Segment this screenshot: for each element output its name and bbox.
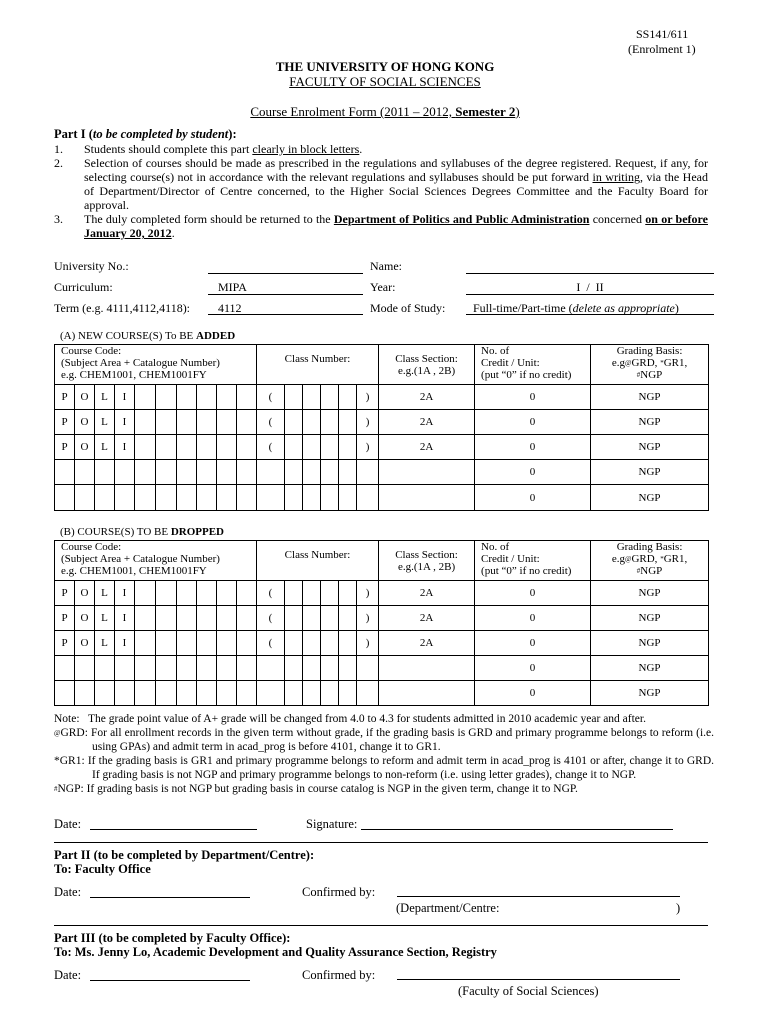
code-char-cell[interactable] <box>115 681 135 706</box>
credit-cell[interactable]: 0 <box>475 385 591 410</box>
grading-header: Grading Basis: e.g@GRD, *GR1, #NGP <box>591 345 709 385</box>
code-char-cell[interactable] <box>237 681 257 706</box>
credit-cell[interactable]: 0 <box>475 681 591 706</box>
code-char-cell[interactable] <box>217 631 237 656</box>
code-char-cell[interactable] <box>237 410 257 435</box>
term-line <box>208 314 363 315</box>
code-char-cell[interactable] <box>55 485 75 511</box>
class-number-cell[interactable] <box>285 631 303 656</box>
class-number-cell[interactable] <box>339 656 357 681</box>
note-ngp: #NGP: If grading basis is not NGP but grading basis in course catalog is NGP in the given term, change it to NGP. <box>54 783 578 795</box>
code-char-cell[interactable] <box>135 410 156 435</box>
code-char-cell[interactable] <box>55 681 75 706</box>
code-char-cell[interactable] <box>156 485 177 511</box>
class-number-cell[interactable] <box>357 656 379 681</box>
class-number-cell[interactable] <box>285 485 303 511</box>
code-char-cell[interactable] <box>156 435 177 460</box>
student-signature-label: Signature: <box>306 817 358 831</box>
code-char-cell[interactable] <box>135 581 156 606</box>
class-number-cell[interactable] <box>339 485 357 511</box>
code-char-cell[interactable]: I <box>115 435 135 460</box>
course-row <box>55 631 709 656</box>
grading-cell[interactable]: NGP <box>591 656 709 681</box>
credit-cell[interactable]: 0 <box>475 631 591 656</box>
class-number-cell[interactable] <box>303 656 321 681</box>
class-number-cell[interactable] <box>303 606 321 631</box>
credit-cell[interactable]: 0 <box>475 460 591 485</box>
code-char-cell[interactable]: O <box>75 581 95 606</box>
credit-cell[interactable]: 0 <box>475 606 591 631</box>
class-number-cell[interactable] <box>303 485 321 511</box>
code-char-cell[interactable] <box>217 606 237 631</box>
part2-dept-close: ) <box>676 901 681 915</box>
class-number-cell[interactable] <box>321 681 339 706</box>
code-char-cell[interactable]: I <box>115 631 135 656</box>
code-char-cell[interactable] <box>217 410 237 435</box>
code-char-cell[interactable] <box>197 460 217 485</box>
class-number-cell[interactable] <box>321 656 339 681</box>
university-no-label: University No.: <box>54 259 129 273</box>
class-section-header: Class Section: e.g.(1A , 2B) <box>379 541 475 581</box>
class-number-cell[interactable]: ( <box>257 581 285 606</box>
class-number-cell[interactable] <box>321 460 339 485</box>
class-number-cell[interactable] <box>321 410 339 435</box>
grading-cell[interactable]: NGP <box>591 681 709 706</box>
grading-cell[interactable]: NGP <box>591 435 709 460</box>
class-number-cell[interactable]: ( <box>257 631 285 656</box>
code-char-cell[interactable] <box>177 631 197 656</box>
course-row <box>55 656 709 681</box>
code-char-cell[interactable] <box>156 656 177 681</box>
code-char-cell[interactable] <box>156 410 177 435</box>
part3-faculty-label: (Faculty of Social Sciences) <box>458 984 599 998</box>
code-char-cell[interactable] <box>95 485 115 511</box>
class-number-cell[interactable] <box>303 435 321 460</box>
code-char-cell[interactable] <box>75 681 95 706</box>
code-char-cell[interactable]: P <box>55 435 75 460</box>
class-number-cell[interactable] <box>357 681 379 706</box>
class-number-cell[interactable] <box>339 581 357 606</box>
code-char-cell[interactable] <box>156 460 177 485</box>
code-char-cell[interactable] <box>55 460 75 485</box>
class-number-cell[interactable] <box>285 606 303 631</box>
part2-heading: Part II (to be completed by Department/Centre): <box>54 848 315 862</box>
code-char-cell[interactable] <box>75 485 95 511</box>
part1-item-3: 3. The duly completed form should be returned to the Department of Politics and Public Administration concerned on or before January 20, 2012. <box>54 212 708 240</box>
code-char-cell[interactable] <box>177 385 197 410</box>
credit-cell[interactable]: 0 <box>475 656 591 681</box>
code-char-cell[interactable] <box>217 681 237 706</box>
year-label: Year: <box>370 280 396 294</box>
class-number-cell[interactable] <box>339 631 357 656</box>
name-field[interactable] <box>470 259 710 273</box>
part3-confirmed-field[interactable] <box>397 979 680 980</box>
form-title: Course Enrolment Form (2011 – 2012, Semester 2) <box>250 104 520 119</box>
code-char-cell[interactable]: L <box>95 631 115 656</box>
code-char-cell[interactable]: P <box>55 410 75 435</box>
class-number-cell[interactable] <box>321 485 339 511</box>
class-number-cell[interactable]: ) <box>357 606 379 631</box>
class-number-cell[interactable]: ( <box>257 606 285 631</box>
code-char-cell[interactable] <box>55 656 75 681</box>
part1-item-2: 2. Selection of courses should be made as prescribed in the regulations and syllabuses of the degree registered. Request, if any, for selecting course(s) not in accordance with the relevant regulations and syllabuses should be put forward in writing, via the Head of Department/Director of Centre concerned, to the Higher Social Sciences Degrees Committee and the Faculty Board for approval. <box>54 156 709 212</box>
class-number-cell[interactable] <box>303 410 321 435</box>
note-gr1: *GR1: If the grading basis is GR1 and primary programme belongs to reform and admit term in acad_prog is 4101 or after, change it to GRD. If grading basis is not NGP and primary programme belongs to non-reform (i.e. using letter grades), change it to NGP. <box>54 755 715 781</box>
code-char-cell[interactable]: L <box>95 435 115 460</box>
code-char-cell[interactable] <box>177 681 197 706</box>
code-char-cell[interactable] <box>75 460 95 485</box>
mode-line <box>466 314 714 315</box>
code-char-cell[interactable]: P <box>55 581 75 606</box>
class-number-cell[interactable] <box>303 385 321 410</box>
code-char-cell[interactable] <box>95 681 115 706</box>
code-char-cell[interactable] <box>217 435 237 460</box>
part3-confirmed-label: Confirmed by: <box>302 968 376 982</box>
code-char-cell[interactable] <box>156 581 177 606</box>
class-number-header: Class Number: <box>257 345 379 385</box>
class-number-cell[interactable] <box>257 681 285 706</box>
class-number-cell[interactable] <box>321 385 339 410</box>
code-char-cell[interactable] <box>177 606 197 631</box>
class-number-cell[interactable] <box>285 435 303 460</box>
class-number-cell[interactable] <box>321 581 339 606</box>
part3-date-field[interactable] <box>90 980 250 981</box>
class-section-cell[interactable]: 2A <box>379 435 475 460</box>
class-section-cell[interactable]: 2A <box>379 385 475 410</box>
code-char-cell[interactable]: I <box>115 606 135 631</box>
code-char-cell[interactable]: O <box>75 606 95 631</box>
class-number-cell[interactable] <box>339 435 357 460</box>
class-number-cell[interactable] <box>285 385 303 410</box>
class-number-cell[interactable]: ) <box>357 581 379 606</box>
class-number-cell[interactable]: ( <box>257 385 285 410</box>
class-number-cell[interactable] <box>339 385 357 410</box>
courses-added-table <box>54 344 709 511</box>
class-number-cell[interactable]: ) <box>357 631 379 656</box>
code-char-cell[interactable] <box>237 485 257 511</box>
code-char-cell[interactable] <box>75 656 95 681</box>
code-char-cell[interactable] <box>156 681 177 706</box>
grading-cell[interactable]: NGP <box>591 460 709 485</box>
code-char-cell[interactable]: L <box>95 385 115 410</box>
section-b-heading: (B) COURSE(S) TO BE DROPPED <box>60 526 224 538</box>
student-date-label: Date: <box>54 817 82 831</box>
code-char-cell[interactable] <box>135 460 156 485</box>
class-number-cell[interactable] <box>285 410 303 435</box>
class-number-cell[interactable] <box>321 435 339 460</box>
code-char-cell[interactable] <box>197 606 217 631</box>
code-char-cell[interactable] <box>197 681 217 706</box>
part3-to: To: Ms. Jenny Lo, Academic Development and Quality Assurance Section, Registry <box>54 945 497 959</box>
note-grd: @GRD: For all enrollment records in the given term without grade, if the grading basis is GRD and primary programme belongs to reform (i.e. using GPAs) and admit term in acad_prog is before 4101, change it to GR1. <box>54 727 715 753</box>
credit-cell[interactable]: 0 <box>475 581 591 606</box>
class-number-cell[interactable] <box>321 606 339 631</box>
class-section-cell[interactable] <box>379 460 475 485</box>
course-row <box>55 485 709 511</box>
code-char-cell[interactable] <box>217 656 237 681</box>
divider-1 <box>54 842 708 843</box>
class-number-cell[interactable] <box>303 581 321 606</box>
name-label: Name: <box>370 259 402 273</box>
class-section-cell[interactable] <box>379 656 475 681</box>
class-number-cell[interactable]: ) <box>357 385 379 410</box>
term-field[interactable]: 4112 <box>218 301 242 315</box>
class-number-cell[interactable] <box>285 656 303 681</box>
code-char-cell[interactable] <box>237 581 257 606</box>
class-section-cell[interactable] <box>379 485 475 511</box>
class-number-cell[interactable] <box>303 681 321 706</box>
university-no-field[interactable] <box>212 259 362 273</box>
curriculum-field[interactable]: MIPA <box>218 280 247 294</box>
course-row <box>55 460 709 485</box>
code-char-cell[interactable] <box>197 410 217 435</box>
code-char-cell[interactable] <box>177 656 197 681</box>
code-char-cell[interactable] <box>177 460 197 485</box>
mode-field[interactable]: Full-time/Part-time (delete as appropriate) <box>473 301 679 315</box>
notes-block <box>54 712 714 796</box>
class-section-header: Class Section: e.g.(1A , 2B) <box>379 345 475 385</box>
code-char-cell[interactable] <box>135 606 156 631</box>
course-row <box>55 581 709 606</box>
curriculum-line <box>208 294 363 295</box>
code-char-cell[interactable]: I <box>115 581 135 606</box>
code-char-cell[interactable]: L <box>95 581 115 606</box>
code-char-cell[interactable] <box>156 385 177 410</box>
part1-heading: Part I (to be completed by student): <box>54 127 237 141</box>
code-char-cell[interactable] <box>237 385 257 410</box>
university-title: THE UNIVERSITY OF HONG KONG <box>275 59 495 74</box>
university-no-line <box>208 273 363 274</box>
form-code: SS141/611 <box>636 27 689 41</box>
code-char-cell[interactable] <box>95 656 115 681</box>
class-section-cell[interactable]: 2A <box>379 606 475 631</box>
code-char-cell[interactable] <box>197 485 217 511</box>
code-char-cell[interactable] <box>135 681 156 706</box>
class-number-cell[interactable] <box>303 631 321 656</box>
code-char-cell[interactable] <box>197 385 217 410</box>
class-number-cell[interactable] <box>357 460 379 485</box>
code-char-cell[interactable] <box>115 656 135 681</box>
code-char-cell[interactable]: L <box>95 606 115 631</box>
course-row <box>55 681 709 706</box>
code-char-cell[interactable] <box>135 385 156 410</box>
credit-header: No. of Credit / Unit: (put “0” if no credit) <box>475 541 591 581</box>
year-field[interactable]: I / II <box>576 280 604 294</box>
grading-cell[interactable]: NGP <box>591 581 709 606</box>
course-row <box>55 385 709 410</box>
class-number-header: Class Number: <box>257 541 379 581</box>
part2-date-field[interactable] <box>90 897 250 898</box>
code-char-cell[interactable] <box>197 435 217 460</box>
part3-heading: Part III (to be completed by Faculty Office): <box>54 931 291 945</box>
mode-label: Mode of Study: <box>370 301 446 315</box>
code-char-cell[interactable] <box>197 656 217 681</box>
code-char-cell[interactable] <box>135 485 156 511</box>
grading-header: Grading Basis: e.g@GRD, *GR1, #NGP <box>591 541 709 581</box>
student-signature-field[interactable] <box>361 829 673 830</box>
section-a-heading: (A) NEW COURSE(S) To BE ADDED <box>60 330 236 342</box>
name-line <box>466 273 714 274</box>
code-char-cell[interactable]: I <box>115 385 135 410</box>
code-char-cell[interactable] <box>177 410 197 435</box>
code-char-cell[interactable] <box>197 631 217 656</box>
code-char-cell[interactable]: O <box>75 410 95 435</box>
code-char-cell[interactable]: I <box>115 410 135 435</box>
class-number-cell[interactable]: ( <box>257 410 285 435</box>
code-char-cell[interactable] <box>217 581 237 606</box>
class-number-cell[interactable] <box>339 410 357 435</box>
faculty-title: FACULTY OF SOCIAL SCIENCES <box>289 74 481 89</box>
code-char-cell[interactable] <box>237 435 257 460</box>
code-char-cell[interactable] <box>156 631 177 656</box>
class-number-cell[interactable]: ) <box>357 435 379 460</box>
code-char-cell[interactable] <box>217 460 237 485</box>
class-section-cell[interactable]: 2A <box>379 631 475 656</box>
code-char-cell[interactable] <box>135 656 156 681</box>
course-row <box>55 606 709 631</box>
course-row <box>55 410 709 435</box>
curriculum-label: Curriculum: <box>54 280 113 294</box>
code-char-cell[interactable]: P <box>55 606 75 631</box>
class-number-cell[interactable] <box>257 460 285 485</box>
code-char-cell[interactable] <box>135 435 156 460</box>
divider-2 <box>54 925 708 926</box>
grading-cell[interactable]: NGP <box>591 606 709 631</box>
class-section-cell[interactable] <box>379 681 475 706</box>
code-char-cell[interactable] <box>95 460 115 485</box>
code-char-cell[interactable] <box>237 656 257 681</box>
part2-date-label: Date: <box>54 885 82 899</box>
code-char-cell[interactable] <box>197 581 217 606</box>
code-char-cell[interactable]: L <box>95 410 115 435</box>
code-char-cell[interactable]: P <box>55 385 75 410</box>
code-char-cell[interactable] <box>217 385 237 410</box>
grading-cell[interactable]: NGP <box>591 485 709 511</box>
grading-cell[interactable]: NGP <box>591 385 709 410</box>
code-char-cell[interactable] <box>237 606 257 631</box>
class-number-cell[interactable] <box>357 485 379 511</box>
class-number-cell[interactable] <box>285 681 303 706</box>
class-number-cell[interactable] <box>339 606 357 631</box>
part1-item-1: 1. Students should complete this part clearly in block letters. <box>54 142 363 156</box>
courses-dropped-table <box>54 540 709 706</box>
class-section-cell[interactable]: 2A <box>379 581 475 606</box>
class-section-cell[interactable]: 2A <box>379 410 475 435</box>
code-char-cell[interactable] <box>217 485 237 511</box>
code-char-cell[interactable]: O <box>75 385 95 410</box>
year-line <box>466 294 714 295</box>
code-char-cell[interactable] <box>177 581 197 606</box>
code-char-cell[interactable]: O <box>75 631 95 656</box>
note-general: Note: The grade point value of A+ grade will be changed from 4.0 to 4.3 for students admitted in 2010 academic year and after. <box>54 713 646 725</box>
credit-cell[interactable]: 0 <box>475 410 591 435</box>
code-char-cell[interactable] <box>237 460 257 485</box>
code-char-cell[interactable] <box>115 460 135 485</box>
part3-date-label: Date: <box>54 968 82 982</box>
code-char-cell[interactable] <box>177 485 197 511</box>
code-char-cell[interactable] <box>156 606 177 631</box>
code-char-cell[interactable] <box>135 631 156 656</box>
part2-to: To: Faculty Office <box>54 862 151 876</box>
credit-cell[interactable]: 0 <box>475 485 591 511</box>
class-number-cell[interactable]: ) <box>357 410 379 435</box>
grading-cell[interactable]: NGP <box>591 410 709 435</box>
credit-header: No. of Credit / Unit: (put “0” if no credit) <box>475 345 591 385</box>
class-number-cell[interactable] <box>257 485 285 511</box>
part2-confirmed-field[interactable] <box>397 896 680 897</box>
class-number-cell[interactable] <box>285 460 303 485</box>
credit-cell[interactable]: 0 <box>475 435 591 460</box>
code-char-cell[interactable]: O <box>75 435 95 460</box>
class-number-cell[interactable] <box>339 460 357 485</box>
class-number-cell[interactable] <box>257 656 285 681</box>
grading-cell[interactable]: NGP <box>591 631 709 656</box>
class-number-cell[interactable] <box>303 460 321 485</box>
code-char-cell[interactable]: P <box>55 631 75 656</box>
course-code-header: Course Code: (Subject Area + Catalogue Number) e.g. CHEM1001, CHEM1001FY <box>55 345 257 385</box>
code-char-cell[interactable] <box>115 485 135 511</box>
part2-confirmed-label: Confirmed by: <box>302 885 376 899</box>
course-code-header: Course Code: (Subject Area + Catalogue Number) e.g. CHEM1001, CHEM1001FY <box>55 541 257 581</box>
term-label: Term (e.g. 4111,4112,4118): <box>54 301 191 315</box>
student-date-field[interactable] <box>90 829 257 830</box>
part2-dept-label: (Department/Centre: <box>396 901 500 915</box>
code-char-cell[interactable] <box>177 435 197 460</box>
code-char-cell[interactable] <box>237 631 257 656</box>
form-subcode: (Enrolment 1) <box>628 42 696 56</box>
class-number-cell[interactable] <box>285 581 303 606</box>
course-row <box>55 435 709 460</box>
class-number-cell[interactable] <box>321 631 339 656</box>
class-number-cell[interactable]: ( <box>257 435 285 460</box>
class-number-cell[interactable] <box>339 681 357 706</box>
